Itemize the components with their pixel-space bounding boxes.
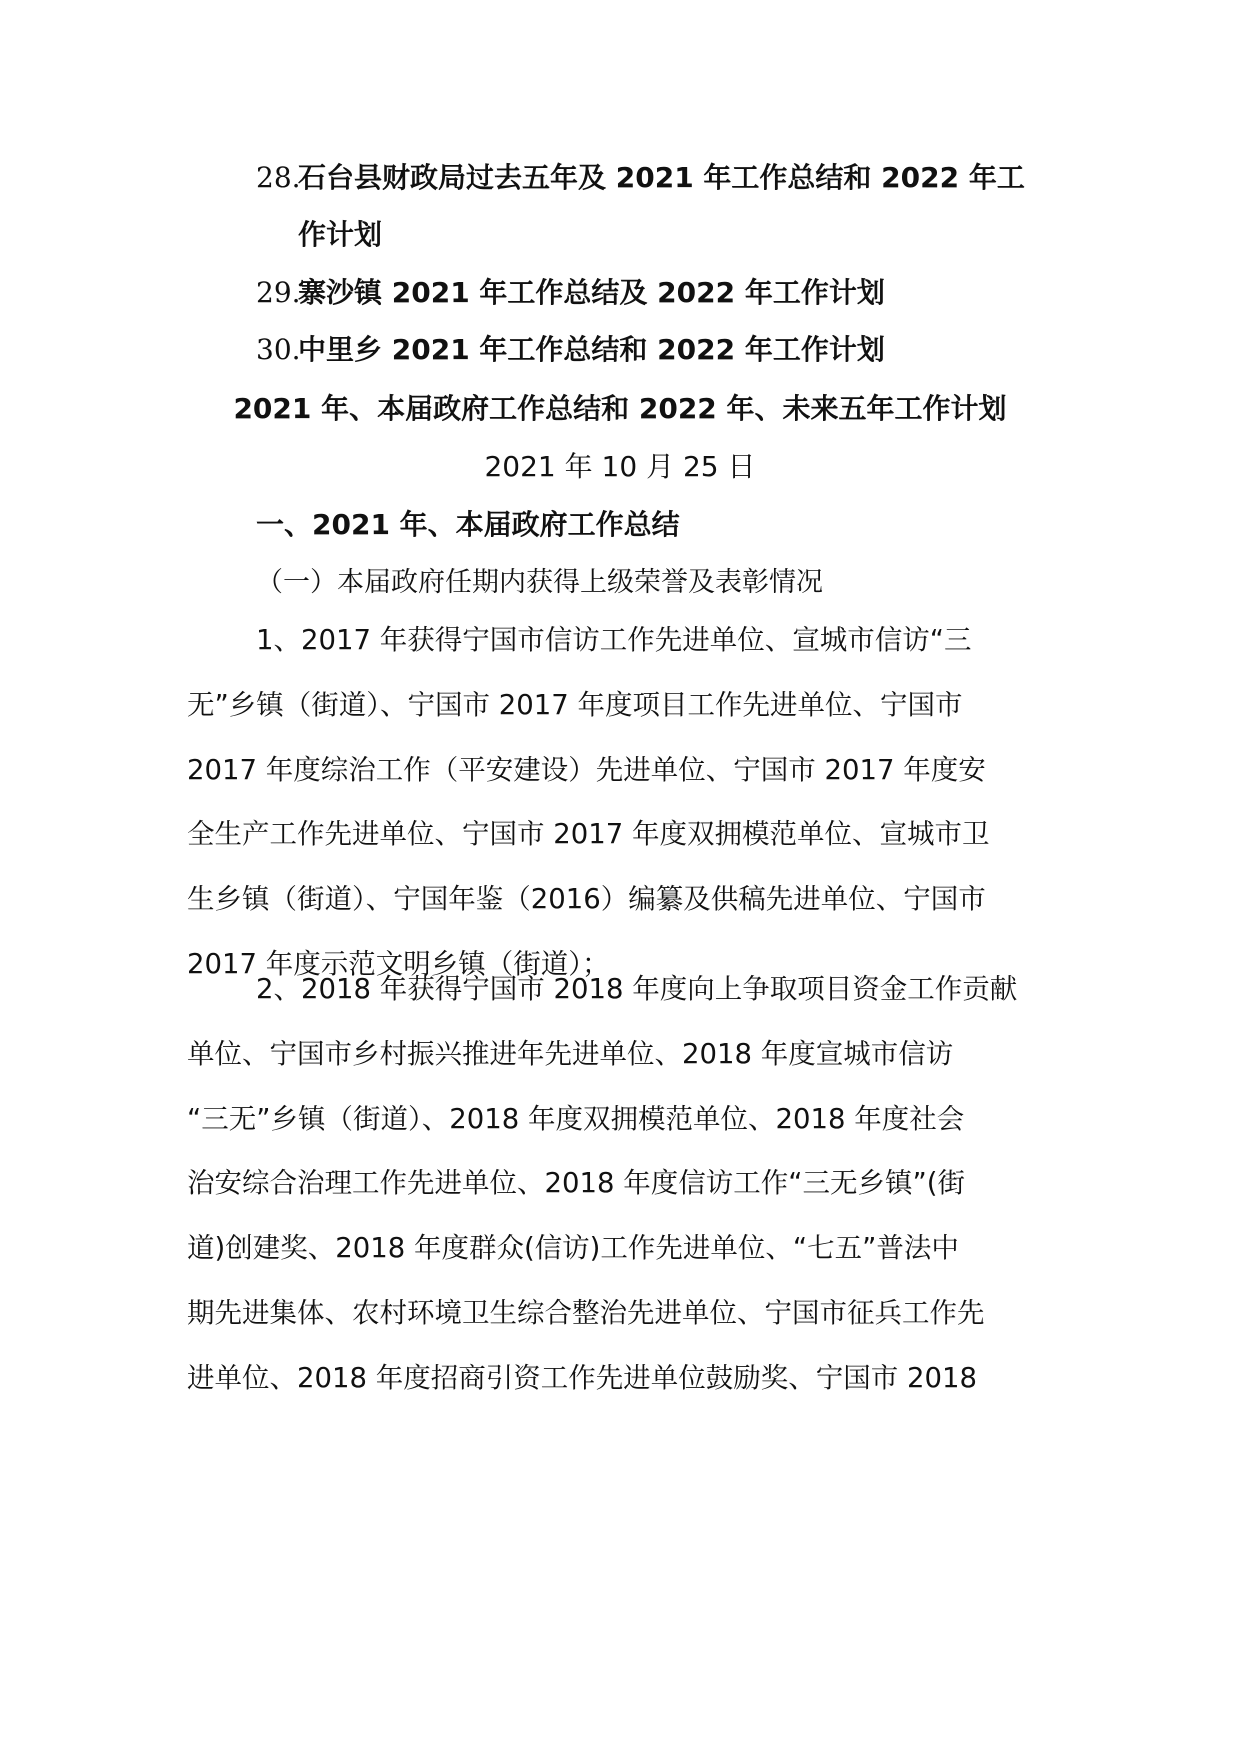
toc-title: 石台县财政局过去五年及 2021 年工作总结和 2022 年工: [298, 161, 1025, 194]
document-date: 2021 年 10 月 25 日: [484, 450, 756, 483]
paragraph-line: “三无”乡镇（街道）、2018 年度双拥模范单位、2018 年度社会: [187, 1102, 965, 1135]
paragraph-2: [187, 957, 1067, 1411]
section-heading: 一、2021 年、本届政府工作总结: [256, 508, 680, 541]
toc-title: 中里乡 2021 年工作总结和 2022 年工作计划: [298, 333, 885, 366]
paragraph-line: 期先进集体、农村环境卫生综合整治先进单位、宁国市征兵工作先: [187, 1296, 985, 1329]
toc-item-28[interactable]: [256, 145, 1056, 210]
toc-number: 28.: [256, 161, 301, 194]
toc-title: 寨沙镇 2021 年工作总结及 2022 年工作计划: [298, 276, 885, 309]
paragraph-line: 全生产工作先进单位、宁国市 2017 年度双拥模范单位、宣城市卫: [187, 818, 990, 851]
paragraph-1: [187, 608, 1067, 997]
paragraph-line: 生乡镇（街道）、宁国年鉴（2016）编纂及供稿先进单位、宁国市: [187, 883, 986, 916]
paragraph-line: 2、2018 年获得宁国市 2018 年度向上争取项目资金工作贡献: [256, 973, 1018, 1005]
paragraph-line: 单位、宁国市乡村振兴推进年先进单位、2018 年度宣城市信访: [187, 1037, 954, 1070]
paragraph-line: 无”乡镇（街道）、宁国市 2017 年度项目工作先进单位、宁国市: [187, 688, 963, 721]
document-title: 2021 年、本届政府工作总结和 2022 年、未来五年工作计划: [233, 392, 1007, 425]
toc-item-29[interactable]: [256, 260, 1056, 325]
paragraph-line: 2017 年度示范文明乡镇（街道）；: [187, 947, 610, 980]
paragraph-line: 2017 年度综治工作（平安建设）先进单位、宁国市 2017 年度安: [187, 753, 986, 786]
paragraph-line: 进单位、2018 年度招商引资工作先进单位鼓励奖、宁国市 2018: [187, 1361, 977, 1394]
toc-item-30[interactable]: [256, 317, 1056, 382]
paragraph-line: 道)创建奖、2018 年度群众(信访)工作先进单位、“七五”普法中: [187, 1232, 959, 1265]
paragraph-line: 1、2017 年获得宁国市信访工作先进单位、宣城市信访“三: [256, 624, 972, 656]
toc-number: 29.: [256, 276, 301, 309]
toc-number: 30.: [256, 333, 301, 366]
paragraph-line: 治安综合治理工作先进单位、2018 年度信访工作“三无乡镇”(街: [187, 1167, 965, 1200]
toc-item-28-continuation: 作计划: [298, 218, 383, 251]
subsection-heading: （一）本届政府任期内获得上级荣誉及表彰情况: [256, 567, 823, 598]
